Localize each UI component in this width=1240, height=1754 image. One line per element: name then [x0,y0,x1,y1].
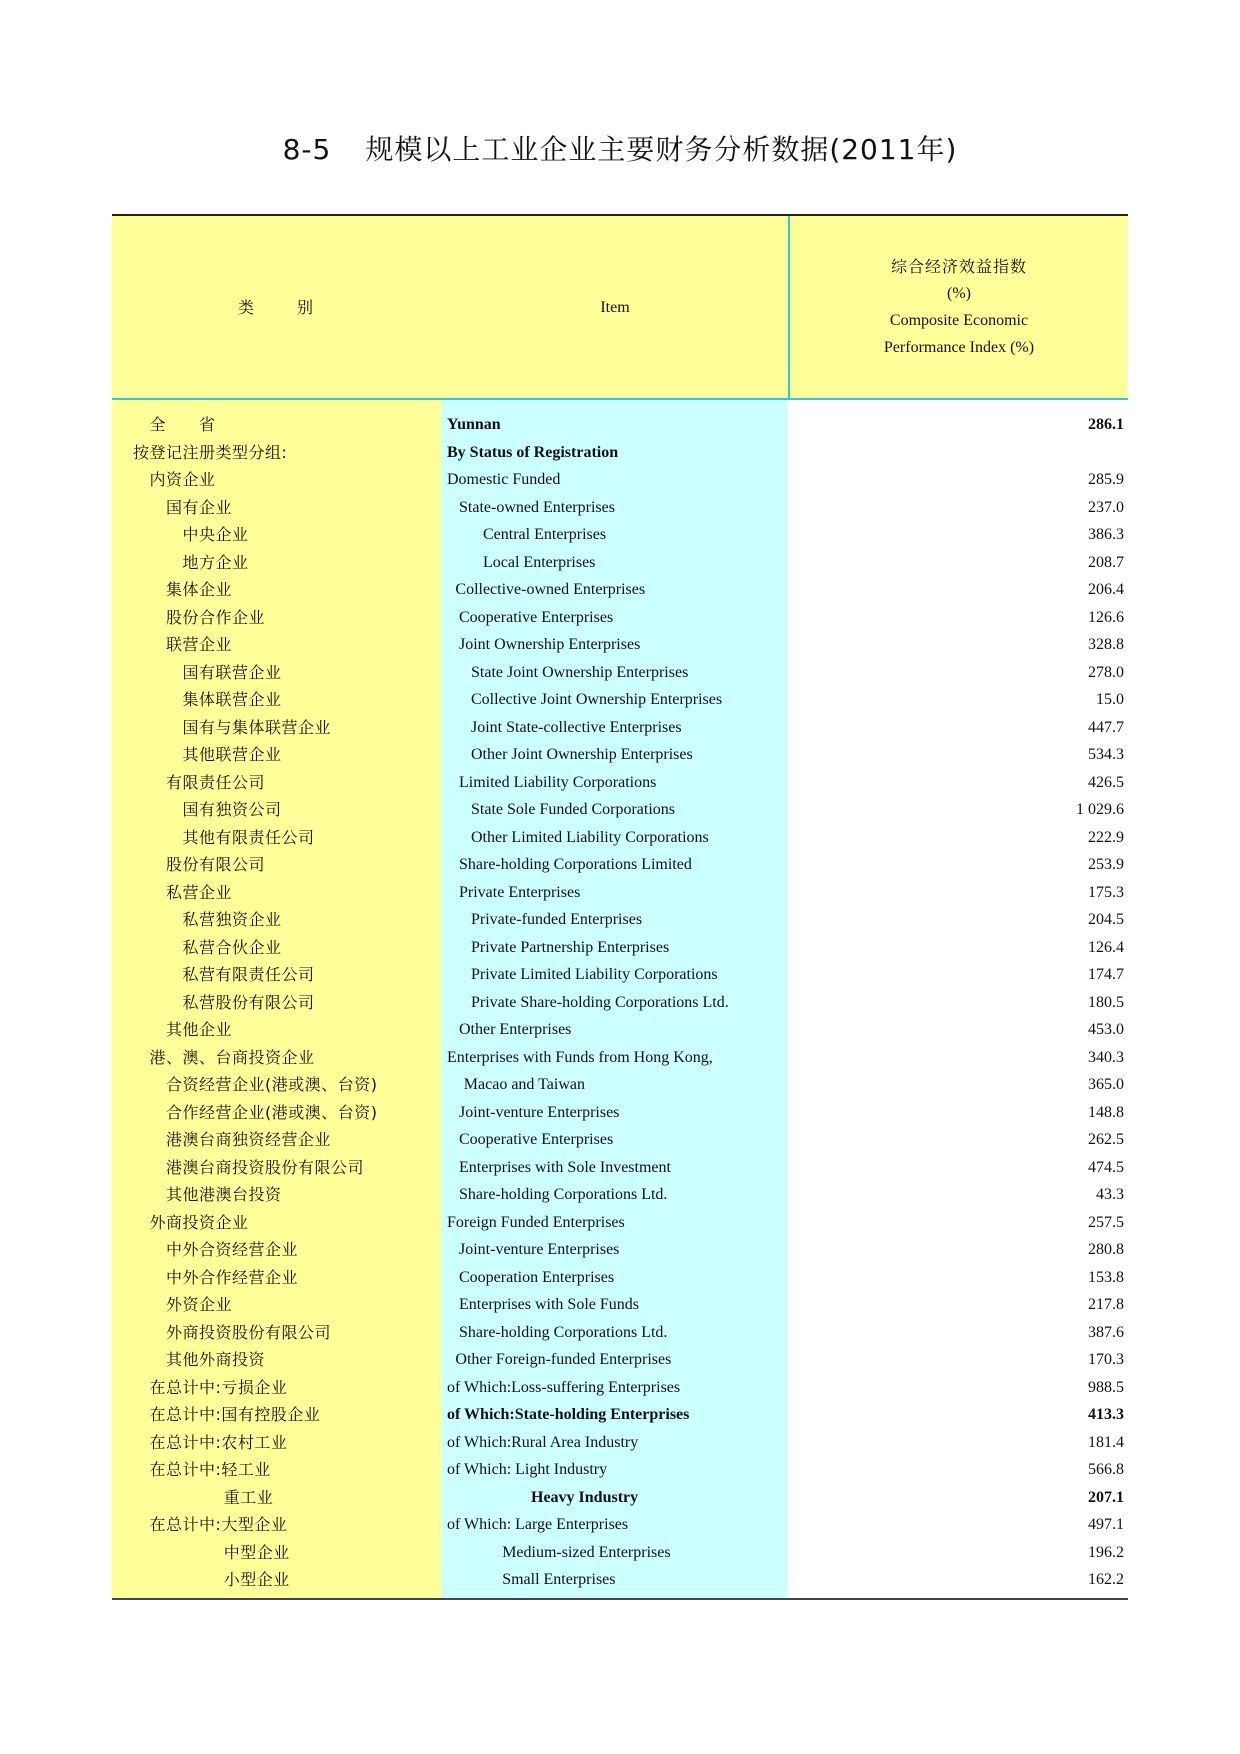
row-category-zh: 私营有限责任公司 [182,965,315,984]
row-category-zh: 外资企业 [166,1295,233,1314]
row-item-en: of Which: Large Enterprises [447,1516,629,1533]
row-value: 447.7 [1088,718,1124,736]
row-category-zh: 地方企业 [182,552,249,572]
row-item-en: Other Limited Liability Corporations [471,828,709,846]
row-item-en: Other Joint Ownership Enterprises [471,746,693,763]
row-item-en: Private Enterprises [459,883,581,901]
row-value: 257.5 [1088,1213,1124,1231]
row-value: 386.3 [1088,526,1124,543]
table-row [112,1181,1128,1209]
row-item-en: Share-holding Corporations Limited [459,856,692,873]
row-value: 174.7 [1088,966,1124,983]
row-item-en: Limited Liability Corporations [459,773,657,791]
table-row [112,1374,1128,1402]
header-index-zh: 综合经济效益指数 [890,257,1027,276]
row-value: 162.2 [1088,1571,1124,1588]
row-category-zh: 其他联营企业 [182,745,282,764]
row-item-en: Joint Ownership Enterprises [459,636,641,653]
row-value: 278.0 [1088,663,1124,681]
row-category-zh: 外商投资企业 [149,1212,249,1232]
row-value: 988.5 [1088,1378,1124,1396]
row-category-zh: 重工业 [223,1487,274,1507]
table-number: 8-5 [282,133,332,166]
row-item-en: Share-holding Corporations Ltd. [459,1323,668,1341]
table-row [112,1071,1128,1099]
row-category-zh: 中外合作经营企业 [166,1267,299,1287]
row-category-zh: 其他企业 [166,1020,233,1039]
row-value: 387.6 [1088,1323,1124,1341]
row-value: 222.9 [1088,828,1124,846]
row-item-en: Local Enterprises [483,553,596,571]
table-row [112,1236,1128,1264]
row-value: 126.4 [1088,938,1124,956]
table-row [112,494,1128,522]
row-category-zh: 全 省 [149,415,216,434]
header-index-unit: (%) [947,285,971,302]
table-row [112,1044,1128,1072]
row-item-en: Enterprises with Sole Investment [459,1158,671,1176]
row-category-zh: 集体企业 [166,580,233,599]
row-item-en: By Status of Registration [447,443,619,461]
row-category-zh: 按登记注册类型分组: [133,442,288,462]
table-row [112,439,1128,467]
row-item-en: Heavy Industry [531,1488,639,1506]
row-value: 237.0 [1088,498,1124,516]
row-category-zh: 有限责任公司 [166,772,266,792]
table-row [112,576,1128,604]
row-category-zh: 在总计中:亏损企业 [149,1377,288,1397]
table-row [112,796,1128,824]
row-item-en: of Which: Light Industry [447,1461,608,1478]
row-category-zh: 港、澳、台商投资企业 [149,1047,315,1067]
row-value: 426.5 [1088,773,1124,791]
row-value: 566.8 [1088,1461,1124,1478]
row-value: 206.4 [1088,581,1124,598]
bottom-rule [112,1598,1128,1600]
table-rows [112,411,1128,1594]
header-category [112,216,442,398]
row-item-en: Private Share-holding Corporations Ltd. [471,993,729,1011]
row-category-zh: 港澳台商投资股份有限公司 [166,1157,365,1177]
table-row [112,1346,1128,1374]
row-item-en: Share-holding Corporations Ltd. [459,1186,668,1203]
row-item-en: State Sole Funded Corporations [471,801,675,818]
row-category-zh: 港澳台商独资经营企业 [166,1130,332,1149]
row-category-zh: 股份有限公司 [166,855,266,874]
row-item-en: Private-funded Enterprises [471,911,643,928]
row-category-zh: 集体联营企业 [182,690,282,709]
row-category-zh: 私营企业 [166,882,233,902]
row-item-en: Central Enterprises [483,526,607,543]
table-row [112,879,1128,907]
table-row [112,1154,1128,1182]
row-value: 217.8 [1088,1296,1124,1313]
row-category-zh: 合资经营企业(港或澳、台资) [166,1075,378,1094]
row-value: 365.0 [1088,1076,1124,1093]
header-category-char-2: 别 [297,297,317,317]
table-body [112,400,1128,1598]
table-row [112,1566,1128,1594]
table-row [112,961,1128,989]
table-row [112,1401,1128,1429]
table-row [112,1319,1128,1347]
row-category-zh: 小型企业 [223,1570,290,1589]
row-value: 285.9 [1088,471,1124,488]
row-item-en: Cooperative Enterprises [459,1131,614,1148]
row-value: 1 029.6 [1076,801,1124,818]
row-category-zh: 其他外商投资 [166,1350,266,1369]
table-row [112,1511,1128,1539]
row-item-en: Yunnan [447,416,501,433]
row-value: 328.8 [1088,636,1124,653]
row-item-en: of Which:Rural Area Industry [447,1433,639,1451]
row-category-zh: 国有与集体联营企业 [182,717,332,737]
table-row [112,521,1128,549]
row-item-en: Collective-owned Enterprises [455,581,646,598]
row-category-zh: 私营合伙企业 [182,937,282,957]
table-row [112,851,1128,879]
row-category-zh: 国有企业 [166,497,233,517]
row-item-en: Joint-venture Enterprises [459,1241,620,1258]
row-category-zh: 中型企业 [223,1542,290,1562]
row-value: 196.2 [1088,1543,1124,1561]
row-category-zh: 私营股份有限公司 [182,992,315,1012]
row-item-en: Private Limited Liability Corporations [471,966,718,983]
row-category-zh: 国有联营企业 [182,662,282,682]
page-title [0,128,1240,168]
row-item-en: Collective Joint Ownership Enterprises [471,691,723,708]
table-row [112,1099,1128,1127]
table-row [112,1484,1128,1512]
table-row [112,1456,1128,1484]
row-item-en: Enterprises with Sole Funds [459,1296,639,1313]
table-row [112,934,1128,962]
table-row [112,1429,1128,1457]
row-value: 453.0 [1088,1021,1124,1038]
table-row [112,714,1128,742]
row-category-zh: 联营企业 [166,635,233,654]
row-category-zh: 中央企业 [182,525,249,544]
row-value: 207.1 [1088,1488,1124,1506]
table-row [112,604,1128,632]
table-row [112,659,1128,687]
row-category-zh: 合作经营企业(港或澳、台资) [166,1102,378,1122]
row-item-en: State-owned Enterprises [459,498,615,516]
row-value: 262.5 [1088,1131,1124,1148]
row-value: 181.4 [1088,1433,1124,1451]
row-item-en: Joint State-collective Enterprises [471,718,682,736]
table-row [112,1016,1128,1044]
row-value: 170.3 [1088,1351,1124,1368]
row-category-zh: 国有独资公司 [182,800,282,819]
table-row [112,466,1128,494]
row-item-en: State Joint Ownership Enterprises [471,663,689,681]
row-category-zh: 在总计中:国有控股企业 [149,1405,321,1424]
row-item-en: of Which:State-holding Enterprises [447,1406,690,1423]
table-row [112,769,1128,797]
table-row [112,1291,1128,1319]
row-item-en: Other Foreign-funded Enterprises [455,1351,672,1368]
row-item-en: of Which:Loss-suffering Enterprises [447,1378,681,1396]
row-item-en: Other Enterprises [459,1021,572,1038]
row-item-en: Medium-sized Enterprises [502,1543,671,1561]
row-category-zh: 在总计中:农村工业 [149,1432,288,1452]
row-value: 175.3 [1088,883,1124,901]
row-category-zh: 在总计中:轻工业 [149,1460,271,1479]
row-value: 204.5 [1088,911,1124,928]
row-value: 153.8 [1088,1268,1124,1286]
row-value: 43.3 [1096,1186,1124,1203]
header-index-en-1: Composite Economic [889,312,1029,329]
row-value: 148.8 [1088,1103,1124,1121]
row-category-zh: 内资企业 [149,470,216,489]
row-item-en: Domestic Funded [447,471,561,488]
header-item: Item [442,216,788,398]
row-item-en: Macao and Taiwan [463,1076,585,1093]
row-value: 126.6 [1088,608,1124,626]
row-value: 474.5 [1088,1158,1124,1176]
row-value: 340.3 [1088,1048,1124,1066]
row-item-en: Cooperation Enterprises [459,1268,615,1286]
header-index [790,216,1128,398]
row-item-en: Small Enterprises [502,1571,616,1588]
table-row [112,1126,1128,1154]
table-row [112,631,1128,659]
row-category-zh: 私营独资企业 [182,910,282,929]
row-category-zh: 其他有限责任公司 [182,827,315,847]
table-row [112,824,1128,852]
table-row [112,989,1128,1017]
table-row [112,1264,1128,1292]
table-title-text: 规模以上工业企业主要财务分析数据(2011年) [365,133,958,166]
row-item-en: Cooperative Enterprises [459,608,614,626]
table-row [112,741,1128,769]
row-value: 413.3 [1088,1406,1124,1423]
row-category-zh: 外商投资股份有限公司 [166,1322,332,1342]
header-index-en-2: Performance Index (%) [883,339,1035,356]
table-header [112,216,1128,398]
row-value: 180.5 [1088,993,1124,1011]
row-item-en: Private Partnership Enterprises [471,938,670,956]
row-value: 286.1 [1088,416,1124,433]
header-column-divider [788,216,790,398]
table-row [112,549,1128,577]
table-row [112,906,1128,934]
row-value: 497.1 [1088,1516,1124,1533]
row-category-zh: 其他港澳台投资 [166,1185,282,1204]
table-row [112,686,1128,714]
row-item-en: Foreign Funded Enterprises [447,1213,625,1231]
row-category-zh: 在总计中:大型企业 [149,1515,288,1534]
row-value: 280.8 [1088,1241,1124,1258]
row-category-zh: 股份合作企业 [166,607,266,627]
row-value: 15.0 [1096,691,1124,708]
row-item-en: Enterprises with Funds from Hong Kong, [447,1048,713,1066]
row-value: 534.3 [1088,746,1124,763]
table-row [112,1209,1128,1237]
row-value: 253.9 [1088,856,1124,873]
table-row [112,411,1128,439]
row-category-zh: 中外合资经营企业 [166,1240,299,1259]
row-value: 208.7 [1088,553,1124,571]
row-item-en: Joint-venture Enterprises [459,1103,620,1121]
table-row [112,1539,1128,1567]
header-category-char-1: 类 [237,297,257,317]
